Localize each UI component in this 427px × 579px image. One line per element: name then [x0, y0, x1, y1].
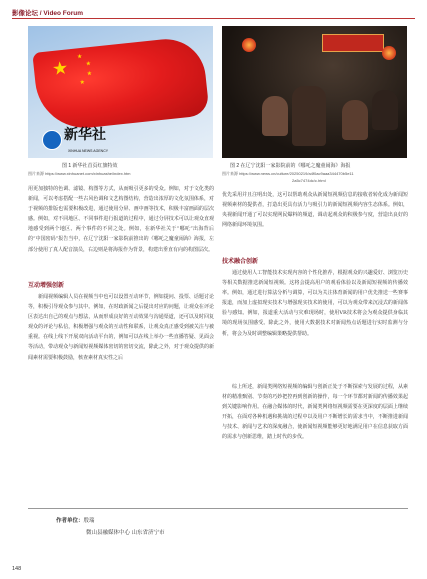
flag-star-icon: ★: [51, 57, 70, 81]
figure-2-source-cont: 2a5c7474dc/c.html: [292, 178, 326, 183]
xinhua-logo-subtitle: XINHUA NEWS AGENCY: [68, 149, 109, 153]
page-number: 148: [12, 566, 22, 572]
section-heading: 互动增强创新: [28, 283, 65, 289]
body-paragraph: 通过使用人工智能技术实现内容的个性化推荐，根据观众的兴趣爱好、浏览历史等相关数据推送新闻短视频。这将会提高用户的观看体验以及新闻短视频的传播效率。例如，通过进行算法分析与调算，可以为关注体育新闻的用户优先推送一些赛事报道，而加上虚拟现实技术与增强现实技术的使用，可以为观众带来沉浸式的新闻体验与感知。例如，报道重大活动与灾难现场时，使用VR技术将会为观众提供身临其境的现场氛围感受。除此之外，使用大数据技术对新闻热点话题进行实时监测与分析，将会为及时调整编辑策略提供帮助。: [222, 270, 408, 337]
flag-star-icon: ★: [79, 78, 86, 87]
right-column-top: [222, 190, 408, 252]
section-heading: 技术融合创新: [222, 259, 259, 265]
person-silhouette: [342, 100, 368, 140]
right-column-bottom: [222, 382, 408, 474]
author-name: 殷瑞: [83, 518, 95, 524]
figure-1-caption: 图 1 新华社首页红旗特效: [62, 163, 118, 169]
figure-2-image: [222, 26, 407, 158]
flag-star-icon: ★: [85, 60, 92, 68]
poster-sign: [322, 34, 384, 52]
author-organization: 微山县融媒体中心 山东省济宁市: [86, 530, 165, 536]
red-flag-graphic: [32, 35, 209, 132]
lantern-icon: [242, 38, 256, 52]
section-header: 影像论坛 / Video Forum: [12, 10, 84, 17]
figure-1-image: [28, 26, 213, 158]
body-paragraph: 综上所述，新闻类网络短视频的编辑与创新正处于不断探索与发展的过程，从素材的精准甄别、节奏的巧妙把控再到创新的操作，每一个环节都对新闻的传播效果起到关键影响作用。在融合媒体的时代，新闻类网络短视频需要在更深度的层面上继续开拓，在面对各种机遇和挑战的过程中以及用户不断增长的需求当中，不断推进新闻与技术、新闻与艺术的深度融合，使新闻短视频能够更好地满足用户在信息获取方面的需求与创新思维，踏上时代的步伐。: [222, 384, 408, 441]
xinhua-globe-icon: [42, 130, 62, 150]
flag-star-icon: ★: [76, 52, 83, 61]
right-column-mid: [222, 268, 408, 380]
left-column-bottom: [28, 292, 214, 502]
header-divider: [12, 18, 415, 19]
figure-2-caption: 图 2 在辽宁沈阳一家影院前的《哪吒之魔童闹海》海报: [230, 163, 351, 169]
left-column-top: [28, 184, 214, 274]
body-paragraph: 新闻视频编辑人员在视频当中也可以设置互动环节，例如提问、投票、话题讨论等，积极引导观众参与其中。例如，在时政新闻之后提出对应的问题，让观众在评论区表达出自己的观点与想法，从而形成良好的互动效果与沟通渠道，还可以及时回复观众的评论与私信，积极增强与观众的互动性和联系，让观众真正感受到被关注与被重视。在线上线下开展双向活动平台的，例如可以在线上举办一些直播答疑、见面会等活动，带动观众与新闻短视频媒体密切的密切交流，除此之外，对于观众提供的新闻素材需要积极鼓励，核查素材真实性之后: [28, 294, 214, 361]
author-label: 作者单位：: [56, 518, 84, 524]
person-silhouette: [262, 96, 288, 136]
person-silhouette: [292, 86, 326, 146]
body-paragraph: 用更加独特的色调、滤镜、构图等方式，从而吸引更多的受众。例如，对于文化类的新闻，可以考虑搭配一些古风色调和文艺构图结构，营造出浓厚的文化氛围体系，对于视频的排版也需要积极改进，通过使用分屏、画中画等技术，积极丰富画面的层次感。例如，对不同地区、不同事件进行报道的过程中，通过分屏技术可以让观众直观地感受到两个地区、两个事件的不同之处。例如，在新华社关于“哪吒”出海背后的“中国密码”报告当中，在辽宁沈阳一家影院前推出的《哪吒之魔童闹海》海报，左部分使用了真人配音演员，右边则是将海报作为背景，构建出垂直有向的构图层次。: [28, 186, 214, 253]
author-divider: [28, 508, 408, 509]
figure-1-source: 图片来源 https://www.xinhuanet.com/xinhuashe/index.htm: [28, 171, 131, 176]
lantern-icon: [382, 46, 396, 60]
body-paragraph: 优先采用并且注明出处，这可以帮助观众从新闻短视频信息的接收者转化成为新闻短视频素材的提供者，打造出更具有活力与吸引力的新闻短视频内容生态体系。例如，央视新闻开通了可以实现网民爆料的频道，调动起观众的积极参与度，营造出良好的网络新闻环境氛围。: [222, 192, 408, 229]
flag-star-icon: ★: [86, 69, 93, 78]
figure-2-source: 图片来源 https://www.news.cn/culture/20250219/a4f0ac9aaa344470b5e11: [222, 171, 354, 176]
xinhua-logo: 新华社: [64, 127, 106, 143]
person-silhouette: [372, 90, 398, 130]
author-line: [56, 516, 95, 524]
